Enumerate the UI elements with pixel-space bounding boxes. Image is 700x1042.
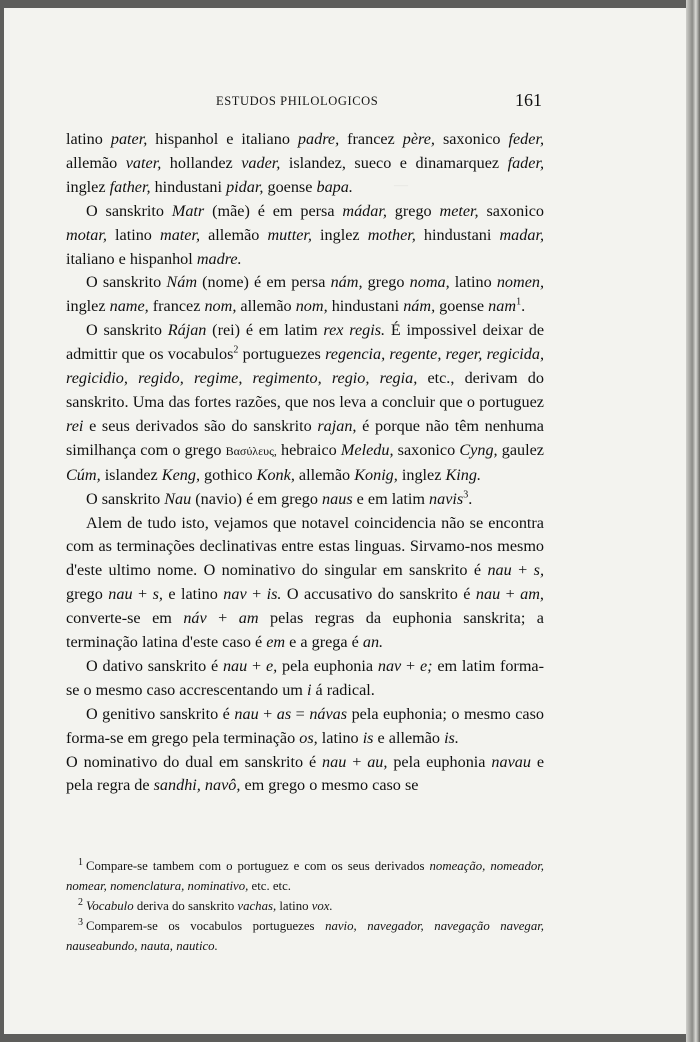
footnote-mark: 2	[78, 896, 83, 908]
italic-term: mater,	[160, 225, 201, 244]
footnote-2	[66, 896, 544, 916]
italic-term: is.	[444, 728, 459, 747]
italic-term: meter,	[439, 201, 479, 220]
italic-term: nám,	[330, 273, 363, 292]
footnote-text: Comparem-se os vocabulos portuguezes navio, navegador, navegação navegar, nauseabundo, nauta, nautico.	[66, 919, 544, 953]
italic-term: Keng,	[161, 465, 200, 484]
footnote-text: Compare-se tambem com o portuguez e com os seus derivados nomeação, nomeador, nomear, nomenclatura, nominativo, etc. etc.	[66, 859, 544, 893]
book-page	[4, 8, 686, 1034]
italic-term: mutter,	[267, 225, 312, 244]
italic-term: an.	[362, 633, 384, 652]
italic-term: nau	[234, 704, 259, 723]
italic-term: naus	[322, 489, 353, 508]
italic-term: am	[238, 609, 259, 628]
page-number: 161	[515, 90, 542, 110]
italic-term: sandhi,	[153, 776, 201, 795]
italic-term: návas	[309, 704, 348, 723]
italic-term: Nau	[164, 489, 192, 508]
italic-term: père,	[402, 130, 435, 148]
italic-term: Vocabulo	[86, 899, 134, 913]
italic-term: pidar,	[226, 177, 264, 196]
italic-term: nomeação, nomeador, nomear, nomenclatura, nominativo,	[66, 859, 544, 893]
italic-term: am,	[520, 585, 544, 604]
italic-term: nomen,	[496, 273, 545, 292]
body-text	[66, 128, 544, 798]
footnote-mark: 3	[78, 916, 83, 928]
italic-term: navô,	[204, 776, 241, 795]
italic-term: nám,	[403, 297, 436, 316]
italic-term: vox.	[311, 899, 333, 913]
italic-term: nav	[377, 656, 402, 675]
italic-term: motar,	[66, 225, 107, 244]
footnote-text: Vocabulo deriva do sanskrito vachas, latino vox.	[86, 899, 333, 913]
greek-word: Βασύλευς,	[225, 443, 277, 458]
italic-term: os,	[299, 728, 318, 747]
italic-term: nam	[488, 297, 517, 316]
show-through-text: —	[394, 178, 408, 193]
italic-term: father,	[109, 177, 151, 196]
paragraph-2: O sanskrito Matr (mãe) é em persa mádar, grego meter, saxonico motar, latino mater, allemão mutter, inglez mother, hindustani madar, italiano e hispanhol madre.	[66, 201, 545, 268]
page-header	[66, 90, 544, 116]
italic-term: Meledu,	[340, 440, 394, 459]
italic-term: vader,	[241, 153, 281, 172]
italic-term: e,	[265, 656, 278, 675]
paragraph-9: O nominativo do dual em sanskrito é nau + au, pela euphonia navau e pela regra de sandhi, navô, em grego o mesmo caso se	[66, 752, 544, 795]
italic-term: nau	[475, 585, 501, 604]
italic-term: madre.	[196, 249, 242, 268]
italic-term: bapa.	[316, 177, 353, 196]
page-edge-shadow	[686, 0, 700, 1042]
footnotes	[66, 856, 544, 956]
italic-term: nau	[487, 561, 512, 580]
italic-term: navis	[429, 489, 464, 508]
italic-term: rei	[66, 416, 84, 435]
italic-term: pater,	[110, 130, 148, 148]
italic-term: Konig,	[354, 465, 398, 484]
italic-term: mádar,	[342, 201, 387, 220]
italic-term: padre,	[297, 130, 340, 148]
italic-term: feder,	[508, 130, 544, 148]
running-head: ESTUDOS PHILOLOGICOS	[216, 94, 379, 108]
paragraph-3: O sanskrito Nám (nome) é em persa nám, grego noma, latino nomen, inglez name, francez nom, allemão nom, hindustani nám, goense nam$^1$.	[66, 273, 545, 316]
italic-term: Cyng,	[459, 440, 498, 459]
italic-term: e;	[419, 656, 433, 675]
italic-term: rajan,	[317, 416, 357, 435]
italic-term: i	[306, 680, 312, 699]
italic-term: nau	[322, 752, 347, 771]
italic-term: rex regis.	[323, 321, 386, 340]
italic-term: madar,	[499, 225, 545, 244]
italic-term: s,	[152, 585, 163, 604]
footnote-reference: 3	[463, 489, 469, 501]
paragraph-6: Alem de tudo isto, vejamos que notavel coincidencia não se encontra com as terminações declinativas entre estas linguas. Sirvamo-nos mesmo d'este ultimo nome. O nominativo do singular em sanskrito é nau + s, grego nau + s, e latino nav + is. O accusativo do sanskrito é nau + am, converte-se em náv + am pelas regras da euphonia sanskrita; a terminação latina d'este caso é em e a grega é an.	[66, 513, 544, 652]
italic-term: Konk,	[256, 465, 295, 484]
italic-term: is	[362, 728, 374, 747]
italic-term: King.	[445, 465, 482, 484]
italic-term: fader,	[507, 153, 545, 172]
italic-term: Rájan	[167, 321, 207, 340]
italic-term: is.	[266, 585, 282, 604]
italic-term: em	[266, 633, 286, 652]
italic-term: nau	[108, 585, 133, 604]
italic-term: au,	[367, 752, 388, 771]
italic-term: s,	[533, 561, 544, 580]
footnote-mark: 1	[78, 856, 83, 868]
footnote-1	[66, 856, 544, 896]
italic-term: mother,	[367, 225, 416, 244]
italic-term: nav	[223, 585, 247, 604]
italic-term: Nám	[166, 273, 198, 292]
italic-term: nom,	[295, 297, 328, 316]
italic-term: vachas,	[237, 899, 277, 913]
italic-term: regencia, regente, reger, regicida, regicidio, regido, regime, regimento, regio, regia,	[66, 345, 544, 388]
italic-term: Matr	[171, 201, 205, 220]
italic-term: vater,	[125, 153, 162, 172]
footnote-3	[66, 916, 544, 956]
footnote-reference: 1	[516, 296, 522, 308]
paragraph-1: latino pater, hispanhol e italiano padre, francez père, saxonico feder, allemão vater, hollandez vader, islandez, sueco e dinamarquez fader, inglez father, hindustani pidar, goense bapa.	[66, 130, 545, 196]
italic-term: navau	[491, 752, 531, 771]
italic-term: noma,	[409, 273, 450, 292]
paragraph-8: O genitivo sanskrito é nau + as = návas pela euphonia; o mesmo caso forma-se em grego pela terminação os, latino is e allemão is.	[66, 704, 544, 747]
italic-term: Cúm,	[66, 465, 101, 484]
italic-term: náv	[183, 609, 207, 628]
footnote-reference: 2	[233, 344, 239, 356]
italic-term: name,	[109, 297, 149, 316]
italic-term: nom,	[204, 297, 237, 316]
italic-term: as	[276, 704, 292, 723]
italic-term: nau	[222, 656, 248, 675]
paragraph-7: O dativo sanskrito é nau + e, pela euphonia nav + e; em latim forma-se o mesmo caso accrescentando um i á radical.	[66, 656, 544, 699]
paragraph-5: O sanskrito Nau (navio) é em grego naus e em latim navis$^3$.	[86, 489, 473, 508]
paragraph-4: O sanskrito Rájan (rei) é em latim rex regis. É impossivel deixar de admittir que os vocabulos$^2$ portuguezes regencia, regente, reger, regicida, regicidio, regido, regime, regimento, regio, regia, etc., derivam do sanskrito. Uma das fortes razões, que nos leva a concluir que o portuguez rei e seus derivados são do sanskrito rajan, é porque não têm nenhuma similhança com o grego Βασύλευς, hebraico Meledu, saxonico Cyng, gaulez Cúm, islandez Keng, gothico Konk, allemão Konig, inglez King.	[66, 321, 544, 484]
italic-term: navio, navegador, navegação navegar, nauseabundo, nauta, nautico.	[66, 919, 544, 953]
